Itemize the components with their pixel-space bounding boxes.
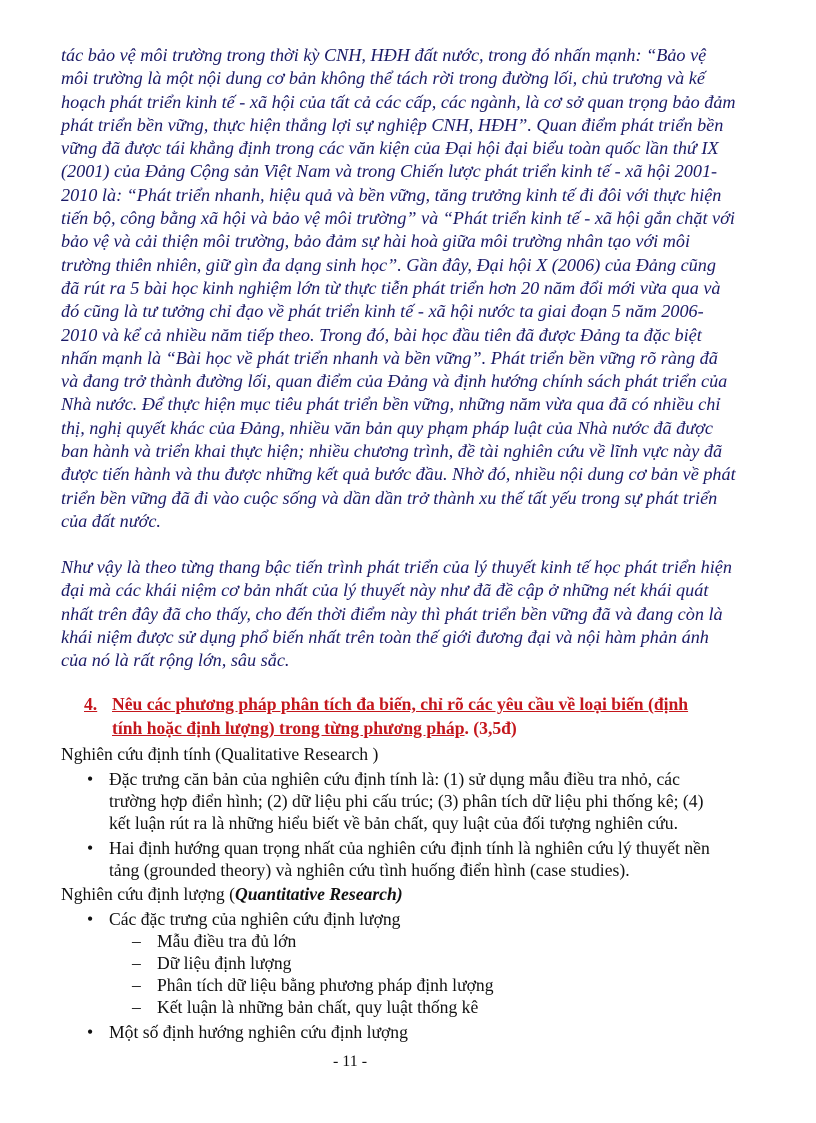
question-points: . (3,5đ) bbox=[464, 718, 517, 738]
dash-icon: – bbox=[132, 953, 141, 973]
text-line: bảo vệ và cải thiện môi trường, bảo đảm sự hài hoà giữa môi trường nhân tạo với môi bbox=[61, 231, 691, 252]
sub-item-text: Kết luận là những bản chất, quy luật thống kê bbox=[157, 997, 479, 1017]
dash-icon: – bbox=[132, 975, 141, 995]
bullet-icon: • bbox=[87, 769, 94, 789]
text-line: 2010 là: “Phát triển nhanh, hiệu quả và bền vững, tăng trưởng kinh tế đi đôi với thực hiện bbox=[61, 184, 722, 205]
text-line: Như vậy là theo từng thang bậc tiến trình phát triển của lý thuyết kinh tế học phát triển hiện bbox=[61, 557, 732, 577]
text-line: hoạch phát triển kinh tế - xã hội của tất cả các cấp, các ngành, là cơ sở quan trọng bảo đảm bbox=[61, 91, 736, 112]
text-line: 2010 và kể cả nhiều năm tiếp theo. Trong đó, bài học đầu tiên đã được Đảng ta đặc biệt bbox=[61, 324, 702, 345]
text-line: tiến bộ, công bằng xã hội và bảo vệ môi trường” và “Phát triển kinh tế - xã hội gắn chặt với bbox=[61, 208, 735, 229]
text-line: trường thiên nhiên, giữ gìn đa dạng sinh học”. Gần đây, Đại hội X (2006) của Đảng cũng bbox=[61, 254, 716, 275]
sub-item-text: Phân tích dữ liệu bằng phương pháp định lượng bbox=[157, 975, 494, 995]
bullet-text-line: Đặc trưng căn bản của nghiên cứu định tính là: (1) sử dụng mẫu điều tra nhỏ, các bbox=[109, 769, 680, 789]
qualitative-title: Nghiên cứu định tính (Qualitative Research ) bbox=[61, 744, 379, 764]
question-number: 4. bbox=[84, 694, 98, 714]
text-line: được tiến hành và thu được những kết quả bước đầu. Nhờ đó, nhiều nội dung cơ bản về phát bbox=[61, 464, 736, 485]
text-line: và đang trở thành đường lối, quan điểm của Đảng và định hướng chính sách phát triển của bbox=[61, 371, 728, 392]
question-heading-line-2: tính hoặc định lượng) trong từng phương pháp bbox=[112, 718, 465, 738]
bullet-text-line: Một số định hướng nghiên cứu định lượng bbox=[109, 1022, 408, 1042]
question-heading-line-1: Nêu các phương pháp phân tích đa biến, chỉ rõ các yêu cầu về loại biến (định bbox=[112, 694, 689, 714]
quantitative-research-section bbox=[61, 883, 781, 1043]
text-line: ban hành và triển khai thực hiện; nhiều chương trình, đề tài nghiên cứu về lĩnh vực này đã bbox=[61, 441, 723, 462]
sub-list-item bbox=[61, 974, 781, 996]
text-line: vững đã được tái khẳng định trong các văn kiện của Đại hội đại biểu toàn quốc lần thứ IX bbox=[61, 138, 719, 159]
sub-item-text: Dữ liệu định lượng bbox=[157, 953, 292, 973]
paragraph-conclusion bbox=[61, 556, 761, 672]
bullet-text-line: tảng (grounded theory) và nghiên cứu tình huống điển hình (case studies). bbox=[109, 860, 630, 880]
text-line: đại mà các khái niệm cơ bản nhất của lý thuyết này như đã đề cập ở những nét khái quát bbox=[61, 580, 709, 601]
text-line: nhất trên đây đã cho thấy, cho đến thời điểm này thì phát triển bền vững đã và đang còn là bbox=[61, 603, 723, 624]
text-line: phát triển bền vững, thực hiện thắng lợi sự nghiệp CNH, HĐH”. Quan điểm phát triển bền bbox=[61, 114, 724, 135]
text-line: (2001) của Đảng Cộng sản Việt Nam và trong Chiến lược phát triển kinh tế - xã hội 2001- bbox=[61, 161, 718, 182]
text-line: của đất nước. bbox=[61, 510, 161, 531]
list-item bbox=[61, 908, 781, 930]
quantitative-title bbox=[61, 883, 781, 905]
list-item bbox=[61, 837, 781, 881]
list-item bbox=[61, 768, 781, 834]
question-heading bbox=[84, 692, 774, 740]
text-line: môi trường là một nội dung cơ bản không thể tách rời trong đường lối, chủ trương và kế bbox=[61, 68, 705, 89]
quantitative-title-prefix: Nghiên cứu định lượng ( bbox=[61, 884, 235, 904]
paragraph-sustainable-development bbox=[61, 44, 761, 533]
text-line: khái niệm được sử dụng phổ biến nhất trên toàn thế giới đương đại và nội hàm phản ánh bbox=[61, 626, 709, 647]
dash-icon: – bbox=[132, 931, 141, 951]
sub-list-item bbox=[61, 930, 781, 952]
text-line: Nhà nước. Để thực hiện mục tiêu phát triển bền vững, những năm vừa qua đã có nhiều chỉ bbox=[61, 394, 721, 415]
text-line: nhấn mạnh là “Bài học về phát triển nhanh và bền vững”. Phát triển bền vững rõ ràng đã bbox=[61, 347, 718, 368]
dash-icon: – bbox=[132, 997, 141, 1017]
text-line: triển bền vững đã đi vào cuộc sống và dần dần trở thành xu thế tất yếu trong sự phát triển bbox=[61, 487, 718, 508]
quantitative-title-emphasis: Quantitative Research) bbox=[235, 884, 403, 904]
list-item bbox=[61, 1021, 781, 1043]
bullet-icon: • bbox=[87, 909, 94, 929]
text-line: thị, nghị quyết khác của Đảng, nhiều văn bản quy phạm pháp luật của Nhà nước đã được bbox=[61, 417, 713, 438]
page-number: - 11 - bbox=[332, 1053, 368, 1070]
bullet-text-line: Các đặc trưng của nghiên cứu định lượng bbox=[109, 909, 401, 929]
sub-list-item bbox=[61, 952, 781, 974]
bullet-icon: • bbox=[87, 1022, 94, 1042]
text-line: đó cũng là tư tưởng chỉ đạo về phát triển kinh tế - xã hội nước ta giai đoạn 5 năm 2006- bbox=[61, 301, 704, 322]
qualitative-research-section bbox=[61, 743, 781, 881]
text-line: đã rút ra 5 bài học kinh nghiệm lớn từ thực tiễn phát triển hơn 20 năm đổi mới vừa qua và bbox=[61, 277, 721, 298]
sub-list-item bbox=[61, 996, 781, 1018]
sub-item-text: Mẫu điều tra đủ lớn bbox=[157, 931, 297, 951]
text-line: của nó là rất rộng lớn, sâu sắc. bbox=[61, 650, 290, 671]
bullet-icon: • bbox=[87, 838, 94, 858]
bullet-text-line: trường hợp điển hình; (2) dữ liệu phi cấu trúc; (3) phân tích dữ liệu phi thống kê; (4) bbox=[109, 791, 704, 811]
bullet-text-line: kết luận rút ra là những hiểu biết về bản chất, quy luật của đối tượng nghiên cứu. bbox=[109, 813, 678, 833]
text-line: tác bảo vệ môi trường trong thời kỳ CNH, HĐH đất nước, trong đó nhấn mạnh: “Bảo vệ bbox=[61, 45, 707, 65]
bullet-text-line: Hai định hướng quan trọng nhất của nghiên cứu định tính là nghiên cứu lý thuyết nền bbox=[109, 838, 710, 858]
